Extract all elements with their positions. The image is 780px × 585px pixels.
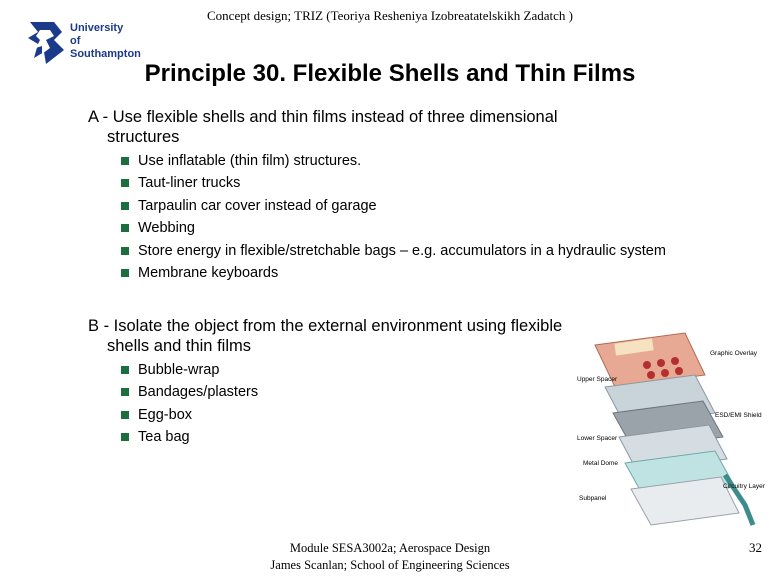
membrane-keyboard-exploded-illustration (575, 325, 780, 540)
slide-title: Principle 30. Flexible Shells and Thin Films (144, 60, 636, 87)
list-item: Membrane keyboards (121, 265, 681, 282)
section-a-heading-line2: structures (107, 128, 180, 146)
square-bullet-icon (121, 224, 129, 232)
label-lower-spacer: Lower Spacer (577, 435, 618, 442)
slide-header: Concept design; TRIZ (Teoriya Resheniya Izobreatatelskikh Zadatch ) (207, 8, 573, 23)
key-icon (647, 371, 655, 379)
logo-line-1: University (70, 22, 124, 34)
square-bullet-icon (121, 247, 129, 255)
slide-footer (190, 540, 590, 574)
square-bullet-icon (121, 366, 129, 374)
label-upper-spacer: Upper Spacer (577, 376, 618, 383)
key-icon (675, 367, 683, 375)
footer-line-1: Module SESA3002a; Aerospace Design (289, 541, 491, 555)
section-a-bullet-list (121, 153, 681, 287)
section-a-heading (88, 107, 688, 147)
footer-line-2: James Scanlan; School of Engineering Sciences (270, 558, 510, 572)
list-item: Taut-liner trucks (121, 175, 681, 192)
square-bullet-icon (121, 269, 129, 277)
square-bullet-icon (121, 202, 129, 210)
list-item: Tea bag (121, 429, 421, 446)
page-number: 32 (749, 540, 762, 555)
label-circuitry-layer: Circuitry Layer (723, 483, 765, 490)
key-icon (671, 357, 679, 365)
square-bullet-icon (121, 179, 129, 187)
label-metal-dome: Metal Dome (583, 460, 619, 467)
key-icon (661, 369, 669, 377)
logo-line-2: of Southampton (70, 35, 141, 60)
square-bullet-icon (121, 157, 129, 165)
square-bullet-icon (121, 411, 129, 419)
list-item: Webbing (121, 220, 681, 237)
key-icon (657, 359, 665, 367)
key-icon (643, 361, 651, 369)
list-item: Bandages/plasters (121, 384, 421, 401)
list-item: Store energy in flexible/stretchable bags – e.g. accumulators in a hydraulic system (121, 243, 668, 260)
list-item: Bubble-wrap (121, 362, 421, 379)
section-b-heading-line2: shells and thin films (107, 337, 251, 355)
label-subpanel: Subpanel (579, 495, 607, 502)
list-item: Use inflatable (thin film) structures. (121, 153, 681, 170)
section-a-heading-line1: A - Use flexible shells and thin films instead of three dimensional (88, 108, 558, 126)
label-esd-shield: ESD/EMI Shield (715, 412, 762, 419)
list-item: Tarpaulin car cover instead of garage (121, 198, 681, 215)
list-item: Egg-box (121, 407, 421, 424)
section-b-heading-line1: B - Isolate the object from the external environment using flexible (88, 317, 563, 335)
section-b-bullet-list (121, 362, 421, 452)
square-bullet-icon (121, 433, 129, 441)
label-graphic-overlay: Graphic Overlay (710, 350, 757, 357)
square-bullet-icon (121, 388, 129, 396)
